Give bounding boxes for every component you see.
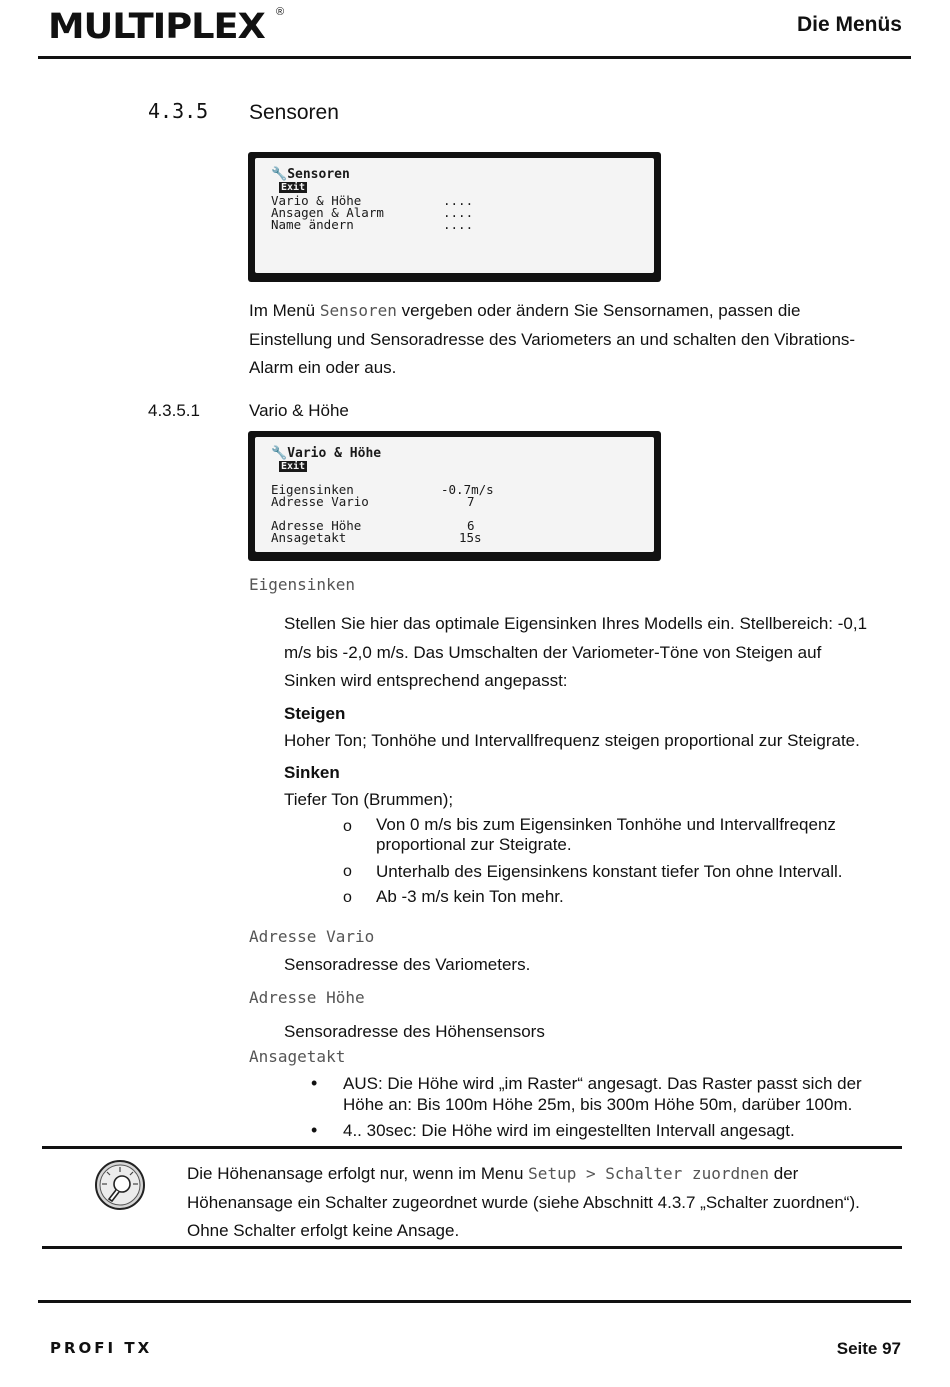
lcd-row-label: Adresse Vario xyxy=(271,494,369,509)
lcd-row-label: Ansagetakt xyxy=(271,530,347,545)
lcd-title: 🔧Vario & Höhe xyxy=(271,446,382,461)
registered-mark: ® xyxy=(276,6,285,18)
wrench-icon: 🔧 xyxy=(271,446,288,461)
lcd-row-value: .... xyxy=(443,193,474,208)
steigen-label: Steigen xyxy=(284,704,346,723)
lcd-row-label: Vario & Höhe xyxy=(271,193,362,208)
bullet-marker: • xyxy=(311,1120,318,1140)
list-item: Unterhalb des Eigensinkens konstant tiefer Ton ohne Intervall. xyxy=(376,862,843,881)
lcd-row-value: .... xyxy=(443,205,474,220)
bullet-marker: o xyxy=(343,889,352,906)
lcd-row-label: Ansagen & Alarm xyxy=(271,205,384,220)
section-title: Sensoren xyxy=(249,101,339,124)
bullet-marker: o xyxy=(343,863,352,880)
lcd-row-value: .... xyxy=(443,217,474,232)
lcd-notch xyxy=(427,152,483,157)
lcd-screen-sensoren xyxy=(248,152,661,282)
footer-product: PROFI TX xyxy=(50,1339,153,1357)
lcd-row-value: -0.7m/s xyxy=(441,482,494,497)
bullet-marker: • xyxy=(311,1073,318,1093)
subsection-number: 4.3.5.1 xyxy=(148,401,200,420)
sinken-label: Sinken xyxy=(284,763,340,782)
sinken-text: Tiefer Ton (Brummen); xyxy=(284,790,454,809)
lcd-row-label: Eigensinken xyxy=(271,482,354,497)
intro-paragraph: Im Menü Sensoren vergeben oder ändern Sie Sensornamen, passen die Einstellung und Sensoradresse des Variometers an und schalten den Vibrations- Alarm ein oder aus. xyxy=(249,301,856,377)
header-rule xyxy=(38,56,911,59)
ansagetakt-heading: Ansagetakt xyxy=(249,1047,346,1066)
lcd-display xyxy=(255,158,654,273)
bullet-marker: o xyxy=(343,818,352,835)
lcd-exit: Exit xyxy=(281,461,306,472)
lcd-display xyxy=(255,437,654,552)
adresse-vario-text: Sensoradresse des Variometers. xyxy=(284,955,531,974)
lcd-row-value: 6 xyxy=(467,518,475,533)
list-item: AUS: Die Höhe wird „im Raster“ angesagt. Das Raster passt sich der Höhe an: Bis 100m Höhe 25m, bis 300m Höhe 50m, darüber 100m. xyxy=(343,1074,862,1114)
menu-path: Setup > Schalter zuordnen xyxy=(528,1164,769,1183)
list-item: Von 0 m/s bis zum Eigensinken Tonhöhe und Intervallfreqenz proportional zur Steigrate. xyxy=(376,815,836,854)
eigensinken-paragraph: Stellen Sie hier das optimale Eigensinken Ihres Modells ein. Stellbereich: -0,1 m/s bis -2,0 m/s. Das Umschalten der Variometer-Töne von Steigen auf Sinken wird entsprechend angepasst: xyxy=(284,614,868,690)
page-number: Seite 97 xyxy=(836,1339,901,1358)
list-item: Ab -3 m/s kein Ton mehr. xyxy=(376,887,564,906)
section-number: 4.3.5 xyxy=(148,99,209,123)
note-bottom-rule xyxy=(42,1246,902,1249)
adresse-hoehe-heading: Adresse Höhe xyxy=(249,988,365,1007)
steigen-text: Hoher Ton; Tonhöhe und Intervallfrequenz steigen proportional zur Steigrate. xyxy=(284,731,860,750)
multiplex-logo: MULTIPLEX xyxy=(48,7,265,47)
lcd-title: 🔧Sensoren xyxy=(271,167,350,182)
adresse-hoehe-text: Sensoradresse des Höhensensors xyxy=(284,1022,545,1041)
lcd-row-label: Name ändern xyxy=(271,217,354,232)
eigensinken-heading: Eigensinken xyxy=(249,575,355,594)
note-text: Die Höhenansage erfolgt nur, wenn im Menu Setup > Schalter zuordnen der Höhenansage ein Schalter zugeordnet wurde (siehe Abschnitt 4.3.7 „Schalter zuordnen“). Ohne Schalter erfolgt keine Ansage. xyxy=(187,1164,860,1240)
menu-name-sensoren: Sensoren xyxy=(319,301,397,320)
header-title: Die Menüs xyxy=(796,13,902,36)
subsection-title: Vario & Höhe xyxy=(249,401,349,420)
lcd-screen-vario-hoehe xyxy=(248,431,661,561)
wrench-icon: 🔧 xyxy=(271,167,288,182)
lcd-notch xyxy=(427,431,483,436)
lcd-row-label: Adresse Höhe xyxy=(271,518,362,533)
list-item: 4.. 30sec: Die Höhe wird im eingestellten Intervall angesagt. xyxy=(343,1121,795,1140)
footer-rule xyxy=(38,1300,911,1303)
lcd-exit: Exit xyxy=(281,182,306,193)
note-top-rule xyxy=(42,1146,902,1149)
lightbulb-icon xyxy=(94,1159,146,1211)
lcd-row-value: 15s xyxy=(459,530,482,545)
lcd-row-value: 7 xyxy=(467,494,475,509)
adresse-vario-heading: Adresse Vario xyxy=(249,927,375,946)
